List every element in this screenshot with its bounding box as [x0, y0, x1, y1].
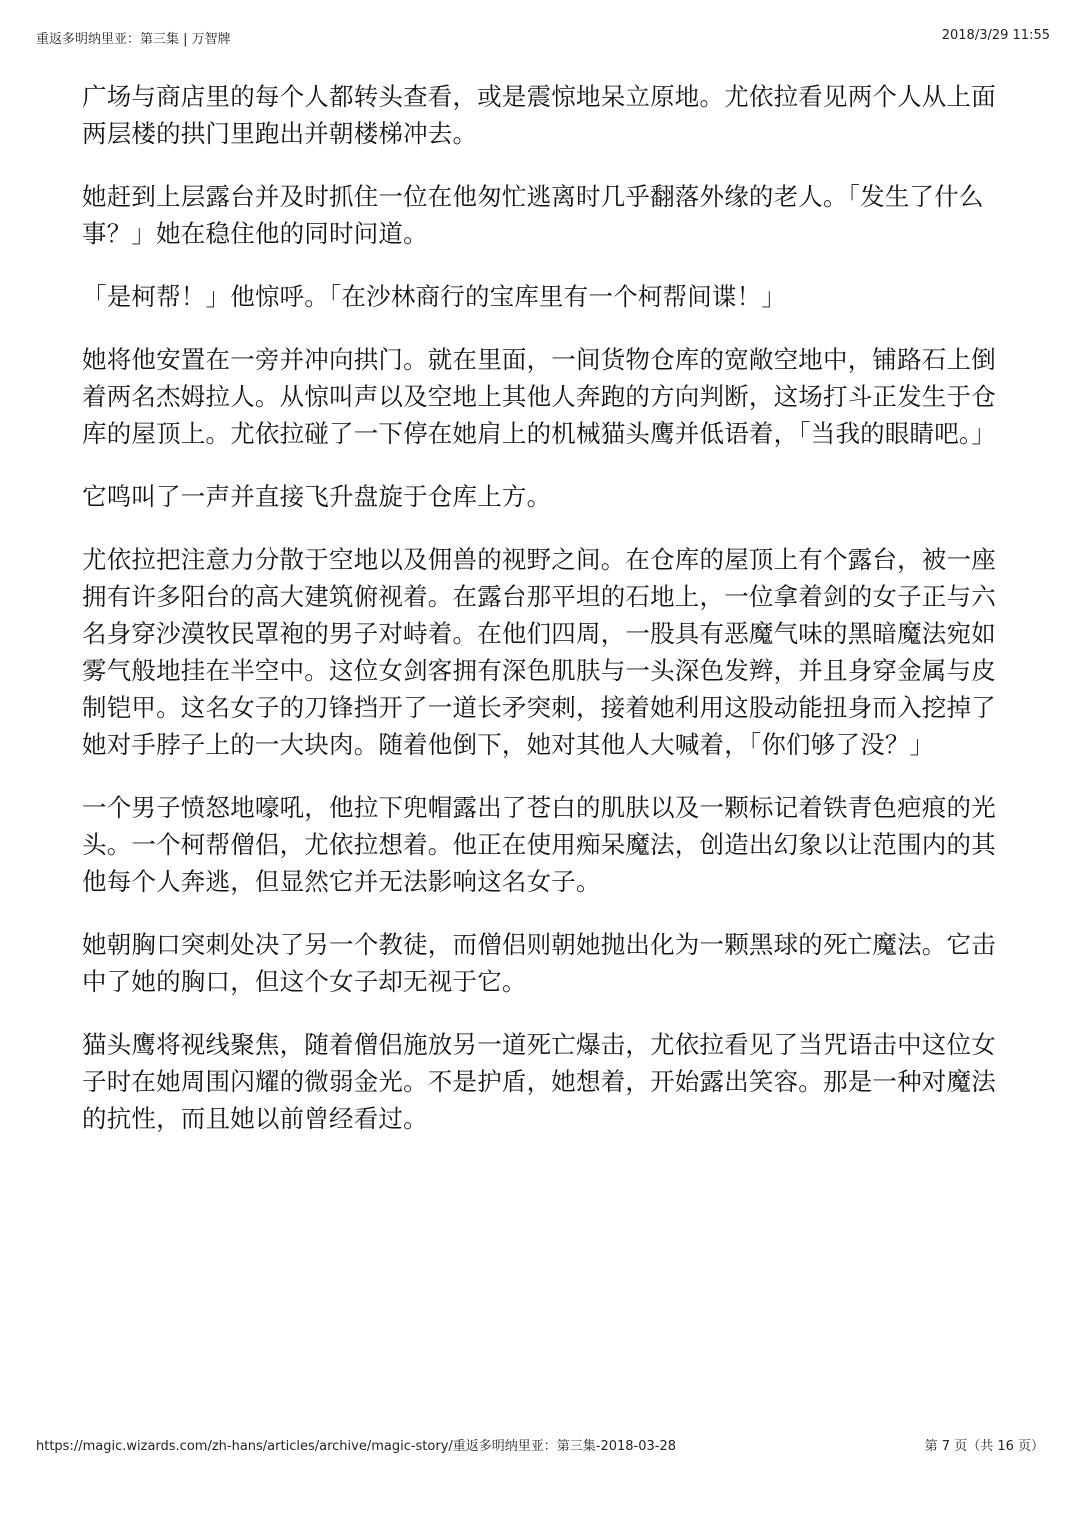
paragraph: 尤依拉把注意力分散于空地以及佣兽的视野之间。在仓库的屋顶上有个露台，被一座拥有许多阳台的高大建筑俯视着。在露台那平坦的石地上，一位拿着剑的女子正与六名身穿沙漠牧民罩袍的男子对峙着。在他们四周，一股具有恶魔气味的黑暗魔法宛如雾气般地挂在半空中。这位女剑客拥有深色肌肤与一头深色发辫，并且身穿金属与皮制铠甲。这名女子的刀锋挡开了一道长矛突刺，接着她利用这股动能扭身而入挖掉了她对手脖子上的一大块肉。随着他倒下，她对其他人大喊着，「你们够了没？」 — [82, 545, 996, 759]
print-header — [36, 28, 1050, 48]
print-datetime: 2018/3/29 11:55 — [941, 28, 1050, 43]
article-body — [82, 78, 1002, 1163]
paragraph: 她将他安置在一旁并冲向拱门。就在里面，一间货物仓库的宽敞空地中，铺路石上倒着两名杰姆拉人。从惊叫声以及空地上其他人奔跑的方向判断，这场打斗正发生于仓库的屋顶上。尤依拉碰了一下停在她肩上的机械猫头鹰并低语着，「当我的眼睛吧。」 — [82, 345, 997, 448]
paragraph: 猫头鹰将视线聚焦，随着僧侣施放另一道死亡爆击，尤依拉看见了当咒语击中这位女子时在她周围闪耀的微弱金光。不是护盾，她想着，开始露出笑容。那是一种对魔法的抗性，而且她以前曾经看过。 — [82, 1030, 996, 1133]
paragraph: 一个男子愤怒地嚎吼，他拉下兜帽露出了苍白的肌肤以及一颗标记着铁青色疤痕的光头。一个柯帮僧侣，尤依拉想着。他正在使用痴呆魔法，创造出幻象以让范围内的其他每个人奔逃，但显然它并无法影响这名女子。 — [82, 793, 996, 896]
source-url: https://magic.wizards.com/zh-hans/articles/archive/magic-story/重返多明纳里亚：第三集-2018-03-28 — [36, 1439, 677, 1454]
paragraph: 广场与商店里的每个人都转头查看，或是震惊地呆立原地。尤依拉看见两个人从上面两层楼的拱门里跑出并朝楼梯冲去。 — [82, 82, 996, 148]
paragraph: 她赶到上层露台并及时抓住一位在他匆忙逃离时几乎翻落外缘的老人。「发生了什么事？」她在稳住他的同时问道。 — [82, 182, 984, 248]
page-number: 第 7 页（共 16 页） — [924, 1439, 1044, 1454]
paragraph: 「是柯帮！」他惊呼。「在沙林商行的宝库里有一个柯帮间谍！」 — [82, 282, 787, 311]
page-title: 重返多明纳里亚：第三集 | 万智牌 — [36, 32, 231, 47]
print-footer — [36, 1435, 1044, 1455]
paragraph: 它鸣叫了一声并直接飞升盘旋于仓库上方。 — [82, 482, 552, 511]
paragraph: 她朝胸口突刺处决了另一个教徒，而僧侣则朝她抛出化为一颗黑球的死亡魔法。它击中了她的胸口，但这个女子却无视于它。 — [82, 930, 996, 996]
